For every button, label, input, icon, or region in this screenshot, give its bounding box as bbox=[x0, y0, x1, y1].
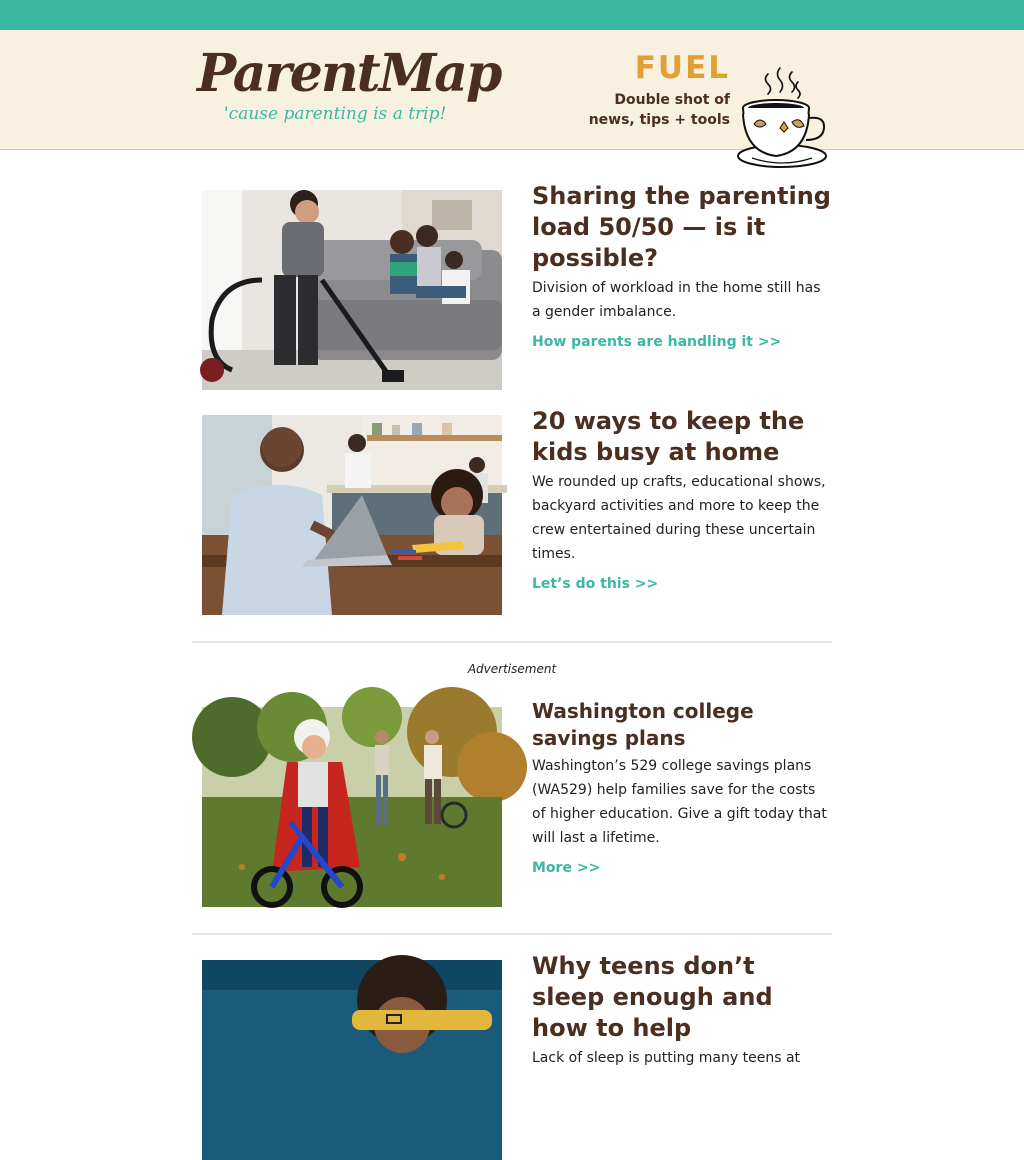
section-divider bbox=[192, 641, 832, 643]
top-accent-bar bbox=[0, 0, 1024, 30]
ad-cta-link[interactable]: More >> bbox=[532, 860, 601, 876]
article-headline[interactable]: 20 ways to keep the kids busy at home bbox=[532, 407, 805, 466]
sponsored-card bbox=[202, 699, 832, 907]
article-card bbox=[202, 407, 832, 615]
parentmap-logo[interactable] bbox=[197, 43, 501, 134]
article-image-teen-sleeping[interactable] bbox=[202, 960, 502, 1160]
fuel-title: FUEL bbox=[634, 50, 730, 86]
article-description: We rounded up crafts, educational shows, backyard activities and more to keep the crew entertained during these uncertain times. bbox=[532, 474, 826, 562]
newsletter-header bbox=[0, 30, 1024, 150]
ad-headline[interactable]: Washington college savings plans bbox=[532, 699, 754, 750]
ad-text bbox=[532, 698, 832, 876]
fuel-subtitle-line2: news, tips + tools bbox=[588, 112, 730, 128]
article-cta-link[interactable]: How parents are handling it >> bbox=[532, 334, 782, 350]
fuel-brand-block bbox=[580, 48, 730, 130]
section-divider bbox=[192, 933, 832, 935]
article-text bbox=[532, 406, 832, 592]
coffee-cup-icon bbox=[736, 66, 828, 170]
article-card bbox=[202, 952, 832, 1066]
article-cta-link[interactable]: Let’s do this >> bbox=[532, 576, 659, 592]
article-card bbox=[202, 182, 832, 390]
article-image-family-kitchen[interactable] bbox=[202, 415, 502, 615]
logo-wordmark: ParentMap bbox=[197, 43, 501, 104]
ad-image-child-bike-park[interactable] bbox=[202, 707, 502, 907]
article-description: Division of workload in the home still has a gender imbalance. bbox=[532, 280, 821, 320]
article-text bbox=[532, 181, 832, 350]
article-headline[interactable]: Sharing the parenting load 50/50 — is it possible? bbox=[532, 182, 831, 272]
article-text bbox=[532, 951, 832, 1070]
logo-tagline: 'cause parenting is a trip! bbox=[224, 104, 447, 124]
advertisement-label: Advertisement bbox=[467, 662, 557, 676]
ad-description: Washington’s 529 college savings plans (WA529) help families save for the costs of higher education. Give a gift today that will last a lifetime. bbox=[532, 758, 827, 846]
article-image-family-vacuum[interactable] bbox=[202, 190, 502, 390]
article-description: Lack of sleep is putting many teens at bbox=[532, 1050, 801, 1066]
article-headline[interactable]: Why teens don’t sleep enough and how to help bbox=[532, 952, 773, 1042]
fuel-subtitle-line1: Double shot of bbox=[614, 92, 730, 108]
